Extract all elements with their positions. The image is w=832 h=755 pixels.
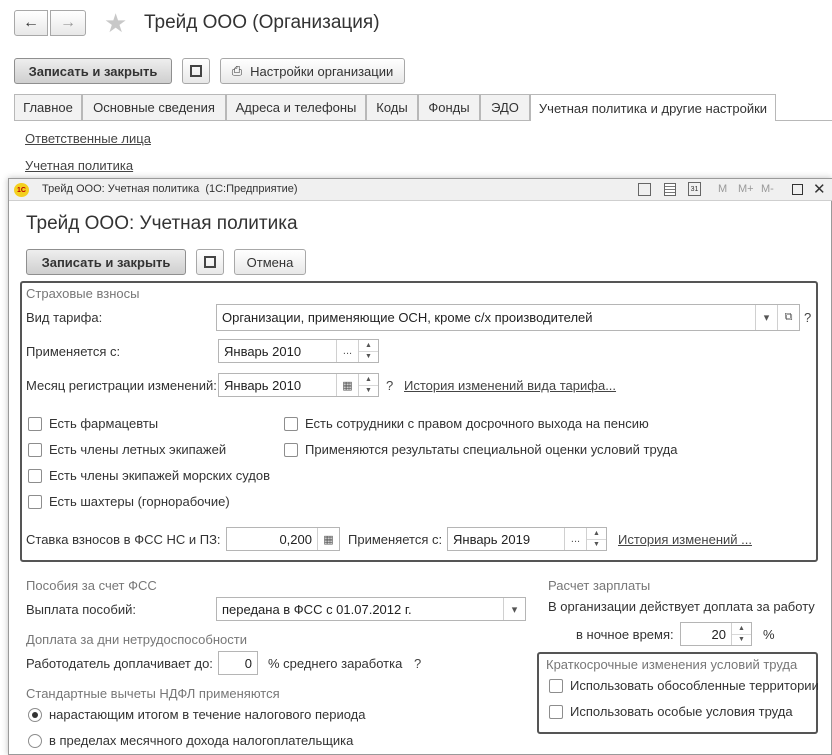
pharmacists-checkbox[interactable] bbox=[28, 416, 158, 431]
stepper-up-icon[interactable]: ▲ bbox=[359, 374, 378, 386]
checkbox-box[interactable] bbox=[284, 443, 298, 457]
checkbox-box[interactable] bbox=[28, 443, 42, 457]
stepper-down-icon[interactable]: ▼ bbox=[365, 353, 372, 361]
fss-applied-field[interactable] bbox=[447, 527, 607, 551]
early-pension-checkbox[interactable] bbox=[284, 416, 649, 431]
main-save-close-button[interactable]: Записать и закрыть bbox=[14, 58, 172, 84]
radio-label: нарастающим итогом в течение налогового периода bbox=[49, 707, 366, 722]
payment-select[interactable] bbox=[216, 597, 526, 621]
checkbox-label: Есть шахтеры (горнорабочие) bbox=[49, 494, 230, 509]
night-percent: % bbox=[763, 627, 775, 642]
forward-button[interactable] bbox=[50, 10, 86, 36]
tariff-value: Организации, применяющие ОСН, кроме с/х производителей bbox=[222, 310, 593, 325]
tab-main[interactable]: Главное bbox=[14, 94, 82, 120]
maximize-icon[interactable] bbox=[792, 184, 803, 195]
checkbox-label: Есть сотрудники с правом досрочного выхода на пенсию bbox=[305, 416, 649, 431]
floppy-disk-icon bbox=[204, 256, 216, 268]
dialog-window-title: Трейд ООО: Учетная политика (1С:Предприятие) bbox=[42, 183, 298, 195]
cancel-button[interactable]: Отмена bbox=[234, 249, 306, 275]
tariff-label: Вид тарифа: bbox=[26, 310, 103, 325]
stepper-up-icon[interactable]: ▲ bbox=[587, 528, 606, 540]
dialog-save-close-button[interactable]: Записать и закрыть bbox=[26, 249, 186, 275]
ndfl-title: Стандартные вычеты НДФЛ применяются bbox=[26, 686, 280, 701]
checkbox-box[interactable] bbox=[549, 679, 563, 693]
applied-from-label: Применяется с: bbox=[26, 344, 121, 359]
stepper-down-icon[interactable]: ▼ bbox=[593, 541, 600, 549]
applied-from-value: Январь 2010 bbox=[224, 343, 302, 359]
app-logo-icon: 1С bbox=[14, 183, 29, 197]
radio-button[interactable] bbox=[28, 708, 42, 722]
calendar-icon[interactable]: ▦ bbox=[336, 374, 358, 396]
back-button[interactable] bbox=[14, 10, 48, 36]
tab-accounting-policy[interactable]: Учетная политика и другие настройки bbox=[530, 94, 776, 121]
insurance-title: Страховые взносы bbox=[26, 286, 140, 301]
calendar-icon[interactable]: 31 bbox=[688, 182, 701, 196]
arrow-right-icon: → bbox=[60, 14, 76, 31]
flight-crew-checkbox[interactable] bbox=[28, 442, 226, 457]
radio-button[interactable] bbox=[28, 734, 42, 748]
tab-codes[interactable]: Коды bbox=[366, 94, 418, 120]
memory-m-button[interactable]: M bbox=[718, 183, 728, 195]
special-conditions-checkbox[interactable] bbox=[549, 704, 793, 719]
reg-month-stepper[interactable] bbox=[358, 374, 378, 396]
fss-rate-value: 0,200 bbox=[279, 531, 312, 547]
stepper-down-icon[interactable]: ▼ bbox=[738, 636, 745, 644]
window-title: Трейд ООО (Организация) bbox=[144, 12, 380, 33]
arrow-left-icon: ← bbox=[23, 14, 39, 31]
checkbox-label: Использовать особые условия труда bbox=[570, 704, 793, 719]
fss-rate-field[interactable] bbox=[226, 527, 340, 551]
fss-applied-label: Применяется с: bbox=[348, 532, 443, 547]
ellipsis-icon[interactable]: ... bbox=[336, 340, 358, 362]
separate-territories-checkbox[interactable] bbox=[549, 678, 819, 693]
printer-icon: ⎙ bbox=[231, 63, 243, 78]
miners-checkbox[interactable] bbox=[28, 494, 230, 509]
tab-basic-info[interactable]: Основные сведения bbox=[82, 94, 226, 120]
report-icon[interactable] bbox=[638, 183, 651, 196]
checkbox-box[interactable] bbox=[284, 417, 298, 431]
calculator-icon[interactable] bbox=[664, 183, 676, 196]
favorite-star-icon[interactable]: ★ bbox=[104, 8, 128, 38]
stepper-up-icon[interactable]: ▲ bbox=[732, 623, 751, 635]
stepper-down-icon[interactable]: ▼ bbox=[365, 387, 372, 395]
calculator-icon[interactable]: ▦ bbox=[317, 528, 339, 550]
floppy-disk-icon bbox=[190, 65, 202, 77]
radio-label: в пределах месячного дохода налогоплательщика bbox=[49, 733, 354, 748]
night-pay-value: 20 bbox=[711, 626, 726, 642]
checkbox-box[interactable] bbox=[549, 705, 563, 719]
main-save-button[interactable] bbox=[182, 58, 210, 84]
reg-month-value: Январь 2010 bbox=[224, 377, 302, 393]
checkbox-label: Есть члены экипажей морских судов bbox=[49, 468, 270, 483]
checkbox-label: Есть члены летных экипажей bbox=[49, 442, 227, 457]
benefits-title: Пособия за счет ФСС bbox=[26, 578, 157, 593]
reg-month-help-icon[interactable]: ? bbox=[386, 378, 394, 393]
night-label: в ночное время: bbox=[576, 627, 674, 642]
ship-crew-checkbox[interactable] bbox=[28, 468, 270, 483]
sick-pay-help-icon[interactable]: ? bbox=[414, 656, 422, 671]
night-pay-stepper[interactable] bbox=[731, 623, 751, 645]
payroll-line1: В организации действует доплата за работу bbox=[548, 599, 815, 614]
org-settings-button[interactable] bbox=[220, 58, 405, 84]
fss-applied-value: Январь 2019 bbox=[453, 531, 531, 547]
chevron-down-icon[interactable]: ▾ bbox=[503, 598, 525, 620]
history-link[interactable]: История изменений ... bbox=[618, 532, 752, 547]
close-icon[interactable]: ✕ bbox=[813, 181, 826, 198]
ellipsis-icon[interactable]: ... bbox=[564, 528, 586, 550]
applied-from-field[interactable] bbox=[218, 339, 379, 363]
history-tariff-link[interactable]: История изменений вида тарифа... bbox=[404, 378, 617, 393]
fss-applied-stepper[interactable] bbox=[586, 528, 606, 550]
ndfl-monthly-radio[interactable] bbox=[28, 733, 353, 748]
tariff-help-icon[interactable]: ? bbox=[804, 310, 812, 325]
tariff-select[interactable] bbox=[216, 304, 800, 331]
percent-suffix: % среднего заработка bbox=[268, 656, 403, 671]
checkbox-box[interactable] bbox=[28, 417, 42, 431]
stepper-up-icon[interactable]: ▲ bbox=[359, 340, 378, 352]
memory-plus-button[interactable]: M+ bbox=[738, 183, 754, 195]
reg-month-label: Месяц регистрации изменений: bbox=[26, 378, 217, 393]
payment-value: передана в ФСС с 01.07.2012 г. bbox=[222, 601, 412, 617]
responsible-persons-link[interactable]: Ответственные лица bbox=[25, 131, 151, 146]
night-pay-field[interactable] bbox=[680, 622, 752, 646]
short-term-title: Краткосрочные изменения условий труда bbox=[546, 657, 798, 672]
tab-edo[interactable]: ЭДО bbox=[480, 94, 530, 120]
payroll-title: Расчет зарплаты bbox=[548, 578, 651, 593]
tab-funds[interactable]: Фонды bbox=[418, 94, 480, 120]
sick-pay-title: Доплата за дни нетрудоспособности bbox=[26, 632, 247, 647]
checkbox-label: Есть фармацевты bbox=[49, 416, 159, 431]
checkbox-label: Использовать обособленные территории bbox=[570, 678, 819, 693]
special-assessment-checkbox[interactable] bbox=[284, 442, 677, 457]
org-settings-label: Настройки организации bbox=[250, 63, 394, 79]
tab-addresses[interactable]: Адреса и телефоны bbox=[226, 94, 366, 120]
employer-pay-field[interactable] bbox=[218, 651, 258, 675]
fss-rate-label: Ставка взносов в ФСС НС и ПЗ: bbox=[26, 532, 221, 547]
open-icon[interactable]: ⧉ bbox=[777, 305, 799, 330]
chevron-down-icon[interactable]: ▾ bbox=[755, 305, 777, 330]
payment-label: Выплата пособий: bbox=[26, 602, 136, 617]
memory-minus-button[interactable]: M- bbox=[761, 183, 774, 195]
employer-label: Работодатель доплачивает до: bbox=[26, 656, 213, 671]
checkbox-box[interactable] bbox=[28, 469, 42, 483]
ndfl-cumulative-radio[interactable] bbox=[28, 707, 365, 722]
employer-pay-value: 0 bbox=[244, 655, 252, 671]
accounting-policy-link[interactable]: Учетная политика bbox=[25, 158, 134, 173]
dialog-save-button[interactable] bbox=[196, 249, 224, 275]
checkbox-label: Применяются результаты специальной оценки условий труда bbox=[305, 442, 678, 457]
applied-from-stepper[interactable] bbox=[358, 340, 378, 362]
reg-month-field[interactable] bbox=[218, 373, 379, 397]
checkbox-box[interactable] bbox=[28, 495, 42, 509]
dialog-heading: Трейд ООО: Учетная политика bbox=[26, 213, 298, 234]
